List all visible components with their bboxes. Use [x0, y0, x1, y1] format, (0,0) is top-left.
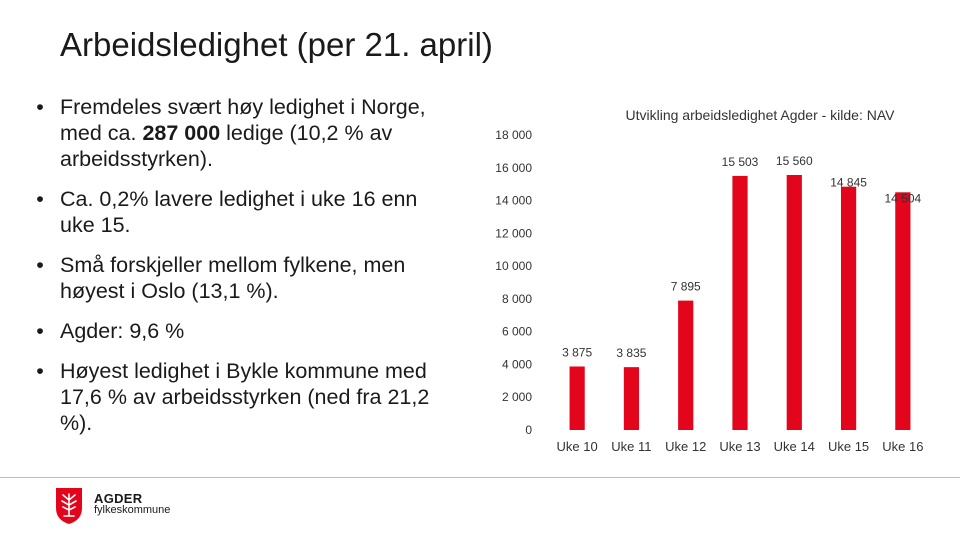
bullet-item — [30, 358, 450, 436]
bullet-dot: • — [36, 359, 44, 383]
x-tick-label: Uke 11 — [611, 439, 652, 454]
y-tick-label: 14 000 — [495, 193, 532, 208]
data-label: 7 895 — [670, 279, 701, 294]
y-tick-label: 18 000 — [495, 128, 532, 142]
data-label: 3 875 — [562, 345, 593, 360]
bullet-item — [30, 252, 450, 304]
x-tick-label: Uke 10 — [556, 439, 598, 454]
footer-divider — [0, 477, 960, 478]
agder-coat-of-arms-icon — [54, 486, 84, 526]
bullet-item — [30, 186, 450, 238]
chart-title: Utvikling arbeidsledighet Agder - kilde: NAV — [625, 107, 895, 123]
bar — [624, 367, 639, 430]
bar — [570, 366, 585, 430]
bar — [841, 187, 856, 430]
data-label: 3 835 — [616, 346, 647, 361]
y-tick-label: 10 000 — [495, 259, 532, 274]
data-label: 15 503 — [721, 154, 759, 169]
bullet-text: Ca. 0,2% lavere ledighet i uke 16 enn uke 15. — [60, 187, 418, 237]
bar — [895, 192, 910, 430]
logo-name: AGDER — [94, 491, 143, 506]
bullet-text: Høyest ledighet i Bykle kommune med 17,6 % av arbeidsstyrken (ned fra 21,2 %). — [60, 359, 430, 435]
data-label: 14 845 — [830, 175, 867, 190]
bullet-text: Fremdeles svært høy ledighet i Norge, med ca. — [60, 95, 426, 145]
x-tick-label: Uke 14 — [773, 439, 815, 454]
logo-subtitle: fylkeskommune — [94, 504, 171, 516]
bullet-dot: • — [36, 253, 44, 277]
bullet-dot: • — [36, 187, 44, 211]
bar — [787, 175, 802, 430]
bullet-list — [30, 94, 450, 450]
bullet-dot: • — [36, 95, 44, 119]
y-tick-label: 0 — [525, 423, 532, 437]
y-tick-label: 6 000 — [501, 324, 532, 339]
bullet-text-end: ledige (10,2 % av arbeidsstyrken). — [60, 121, 393, 171]
data-label: 15 560 — [775, 153, 813, 168]
y-tick-label: 12 000 — [495, 226, 532, 241]
bar — [732, 176, 747, 430]
slide-title: Arbeidsledighet (per 21. april) — [60, 26, 493, 63]
y-tick-label: 2 000 — [501, 390, 532, 405]
data-label: 14 504 — [884, 191, 922, 206]
x-tick-label: Uke 16 — [882, 439, 924, 454]
y-tick-label: 4 000 — [501, 357, 532, 372]
x-tick-label: Uke 15 — [827, 439, 870, 454]
y-tick-label: 16 000 — [495, 160, 532, 175]
bullet-bold-text: 287 000 — [142, 121, 221, 145]
bullet-item — [30, 318, 450, 344]
bullet-item — [30, 94, 450, 172]
bar — [678, 301, 693, 430]
bullet-text: Agder: 9,6 % — [60, 319, 185, 343]
x-tick-label: Uke 12 — [665, 439, 707, 454]
bar-chart — [470, 95, 940, 465]
x-tick-label: Uke 13 — [719, 439, 761, 454]
bullet-dot: • — [36, 319, 44, 343]
bullet-text: Små forskjeller mellom fylkene, men høyest i Oslo (13,1 %). — [60, 253, 406, 303]
y-tick-label: 8 000 — [501, 291, 532, 306]
